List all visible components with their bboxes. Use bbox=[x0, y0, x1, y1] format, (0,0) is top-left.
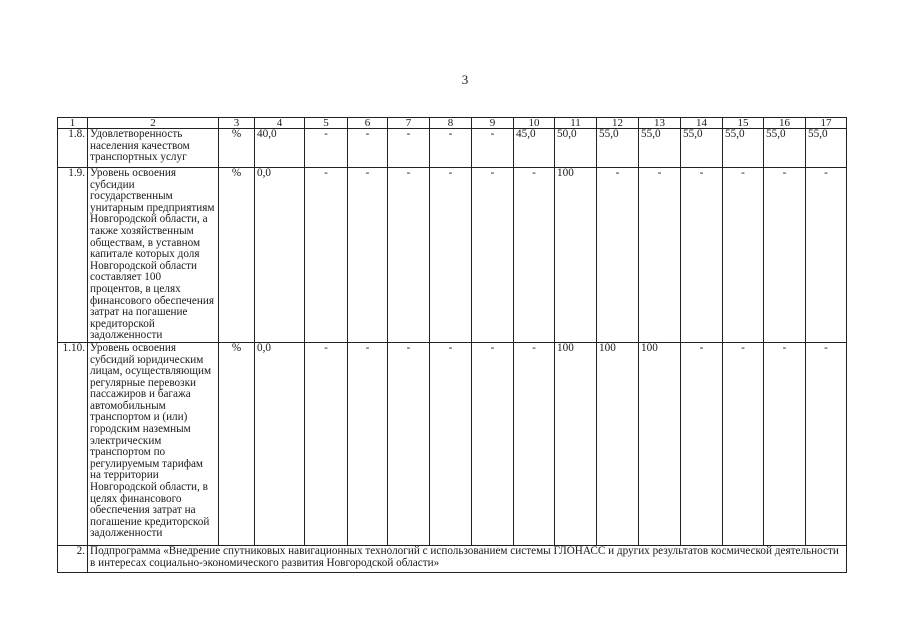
row-number: 1.8. bbox=[58, 129, 88, 168]
value-cell: 0,0 bbox=[255, 168, 305, 343]
indicator-name: Уровень освоения субсидии государственным унитарным предприятиям Новгородской области, а также хозяйственным обществам, в уставном капитале которых доля Новгородской области составляет 100 процентов, в целях финансового обеспечения затрат на погашение кредиторской задолженности bbox=[88, 168, 219, 343]
header-row bbox=[58, 118, 847, 129]
header-cell: 8 bbox=[430, 118, 472, 129]
value-cell: - bbox=[639, 168, 681, 343]
header-cell: 6 bbox=[348, 118, 388, 129]
value-cell: - bbox=[348, 168, 388, 343]
value-cell: - bbox=[430, 168, 472, 343]
value-cell: - bbox=[430, 342, 472, 545]
value-cell: 55,0 bbox=[723, 129, 764, 168]
header-cell: 9 bbox=[472, 118, 514, 129]
value-cell: - bbox=[305, 129, 348, 168]
header-cell: 16 bbox=[764, 118, 806, 129]
value-cell: - bbox=[764, 168, 806, 343]
value-cell: - bbox=[514, 168, 555, 343]
unit-cell: % bbox=[219, 129, 255, 168]
value-cell: - bbox=[430, 129, 472, 168]
header-cell: 4 bbox=[255, 118, 305, 129]
value-cell: - bbox=[514, 342, 555, 545]
value-cell: 100 bbox=[555, 342, 597, 545]
table-row bbox=[58, 342, 847, 545]
value-cell: 100 bbox=[555, 168, 597, 343]
value-cell: - bbox=[388, 168, 430, 343]
value-cell: - bbox=[806, 168, 847, 343]
header-cell: 15 bbox=[723, 118, 764, 129]
value-cell: - bbox=[348, 342, 388, 545]
value-cell: - bbox=[472, 129, 514, 168]
header-cell: 14 bbox=[681, 118, 723, 129]
header-cell: 1 bbox=[58, 118, 88, 129]
value-cell: 55,0 bbox=[764, 129, 806, 168]
row-number: 2. bbox=[58, 545, 88, 572]
header-cell: 17 bbox=[806, 118, 847, 129]
indicator-name: Удовлетворенность населения качеством транспортных услуг bbox=[88, 129, 219, 168]
value-cell: 55,0 bbox=[681, 129, 723, 168]
value-cell: - bbox=[388, 129, 430, 168]
header-cell: 5 bbox=[305, 118, 348, 129]
value-cell: 55,0 bbox=[597, 129, 639, 168]
header-cell: 13 bbox=[639, 118, 681, 129]
header-cell: 3 bbox=[219, 118, 255, 129]
value-cell: 100 bbox=[597, 342, 639, 545]
indicators-table bbox=[57, 117, 847, 573]
value-cell: 55,0 bbox=[806, 129, 847, 168]
value-cell: - bbox=[723, 168, 764, 343]
value-cell: 50,0 bbox=[555, 129, 597, 168]
page-number: 3 bbox=[461, 72, 469, 87]
value-cell: 55,0 bbox=[639, 129, 681, 168]
header-cell: 12 bbox=[597, 118, 639, 129]
value-cell: - bbox=[681, 168, 723, 343]
header-cell: 2 bbox=[88, 118, 219, 129]
value-cell: 40,0 bbox=[255, 129, 305, 168]
row-number: 1.10. bbox=[58, 342, 88, 545]
value-cell: - bbox=[348, 129, 388, 168]
row-number: 1.9. bbox=[58, 168, 88, 343]
table-row bbox=[58, 168, 847, 343]
value-cell: - bbox=[597, 168, 639, 343]
value-cell: 100 bbox=[639, 342, 681, 545]
value-cell: - bbox=[305, 342, 348, 545]
value-cell: - bbox=[305, 168, 348, 343]
value-cell: - bbox=[681, 342, 723, 545]
subprogram-row bbox=[58, 545, 847, 572]
value-cell: 45,0 bbox=[514, 129, 555, 168]
unit-cell: % bbox=[219, 168, 255, 343]
subprogram-title: Подпрограмма «Внедрение спутниковых навигационных технологий с использованием системы ГЛОНАСС и других результатов космической деятельности в интересах социально-экономического развития Новгородской области» bbox=[88, 545, 847, 572]
header-cell: 10 bbox=[514, 118, 555, 129]
value-cell: - bbox=[723, 342, 764, 545]
value-cell: - bbox=[388, 342, 430, 545]
value-cell: - bbox=[472, 168, 514, 343]
header-cell: 11 bbox=[555, 118, 597, 129]
table-row bbox=[58, 129, 847, 168]
value-cell: 0,0 bbox=[255, 342, 305, 545]
value-cell: - bbox=[806, 342, 847, 545]
value-cell: - bbox=[764, 342, 806, 545]
header-cell: 7 bbox=[388, 118, 430, 129]
value-cell: - bbox=[472, 342, 514, 545]
indicator-name: Уровень освоения субсидий юридическим лицам, осуществляющим регулярные перевозки пассажиров и багажа автомобильным транспортом и (или) городским наземным электрическим транспортом по регулируемым тарифам на территории Новгородской области, в целях финансового обеспечения затрат на погашение кредиторской задолженности bbox=[88, 342, 219, 545]
unit-cell: % bbox=[219, 342, 255, 545]
